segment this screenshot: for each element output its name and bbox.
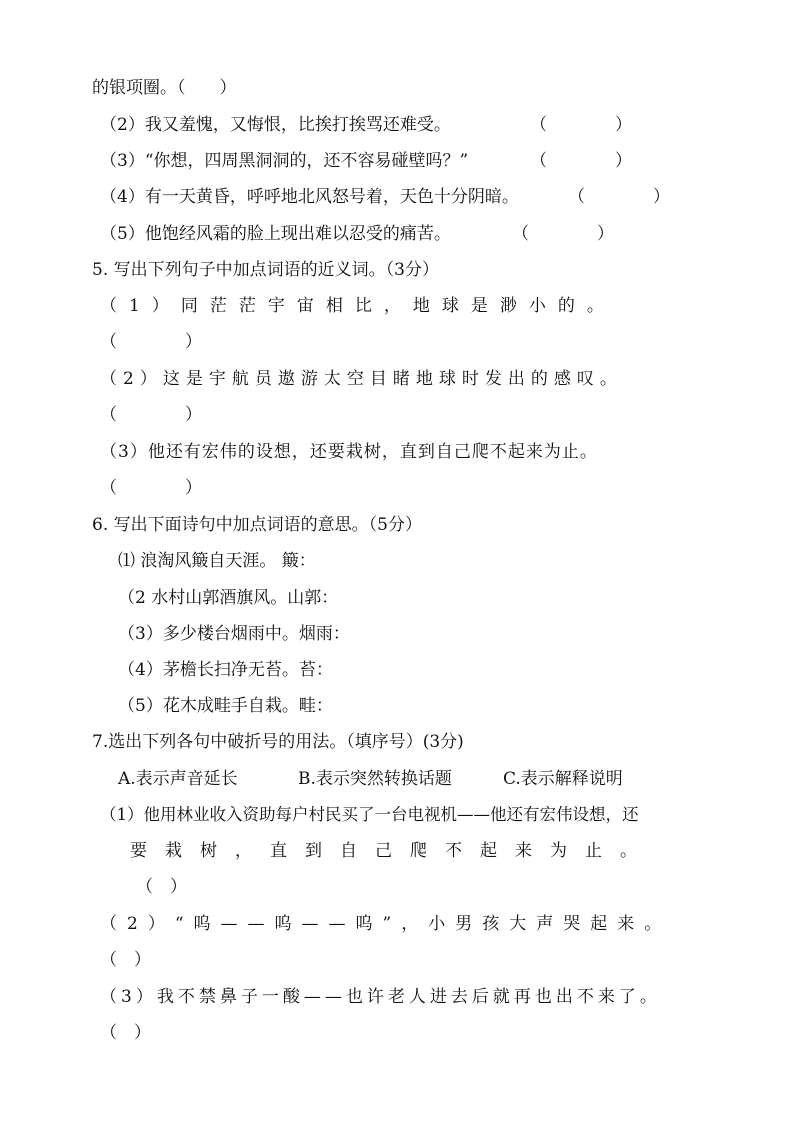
q6-item-1: ⑴ 浪淘风簸自天涯。 簸： <box>118 551 316 571</box>
q5-item-2: （2）这是宇航员遨游太空目睹地球时发出的感叹。 <box>100 369 623 389</box>
answer-blank: （ ） <box>136 877 187 897</box>
q4-item-2: （2）我又羞愧，又悔恨，比挨打挨骂还难受。 <box>100 115 451 135</box>
answer-blank: （ ） <box>530 115 632 135</box>
q5-item-1: （1）同茫茫宇宙相比，地球是渺小的。 <box>100 296 616 316</box>
q7-item-3: （3）我不禁鼻子一酸——也许老人进去后就再也出不来了。 <box>100 987 661 1007</box>
answer-blank: （ ） <box>512 224 614 244</box>
option-a: A.表示声音延长 <box>118 769 238 789</box>
q7-item-1: （1）他用林业收入资助每户村民买了一台电视机——他还有宏伟设想，还 <box>100 805 639 824</box>
q7-item-1-cont: 要栽树，直到自己爬不起来为止。 <box>130 841 655 861</box>
answer-blank: （ ） <box>568 187 670 207</box>
question-5-heading: 5. 写出下列句子中加点词语的近义词。（3分） <box>92 260 439 280</box>
answer-blank: （ ） <box>100 478 202 498</box>
q4-item-3: （3）“你想，四周黑洞洞的，还不容易碰壁吗？” <box>100 151 469 171</box>
option-c: C.表示解释说明 <box>503 769 623 789</box>
answer-blank: （ ） <box>100 332 202 352</box>
text-line: 的银项圈。（ ） <box>92 78 237 98</box>
q6-item-5: （5）花木成畦手自栽。畦： <box>118 696 333 716</box>
question-6-heading: 6. 写出下面诗句中加点词语的意思。（5分） <box>92 515 422 535</box>
q6-item-2: （2 水村山郭酒旗风。山郭： <box>118 588 339 608</box>
q6-item-4: （4）茅檐长扫净无苔。苔： <box>118 660 333 680</box>
answer-blank: （ ） <box>100 950 151 970</box>
q4-item-5: （5）他饱经风霜的脸上现出难以忍受的痛苦。 <box>100 224 451 244</box>
answer-blank: （ ） <box>100 405 202 425</box>
answer-blank: （ ） <box>530 151 632 171</box>
q6-item-3: （3）多少楼台烟雨中。烟雨： <box>118 624 350 644</box>
answer-blank: （ ） <box>100 1023 151 1043</box>
option-b: B.表示突然转换话题 <box>298 769 452 789</box>
q7-item-2: （2）“呜——呜——呜”，小男孩大声哭起来。 <box>100 914 672 934</box>
q4-item-4: （4）有一天黄昏，呼呼地北风怒号着，天色十分阴暗。 <box>100 187 519 207</box>
q5-item-3: （3）他还有宏伟的设想，还要栽树，直到自己爬不起来为止。 <box>100 442 598 462</box>
question-7-heading: 7.选出下列各句中破折号的用法。（填序号）(3分) <box>92 732 464 752</box>
